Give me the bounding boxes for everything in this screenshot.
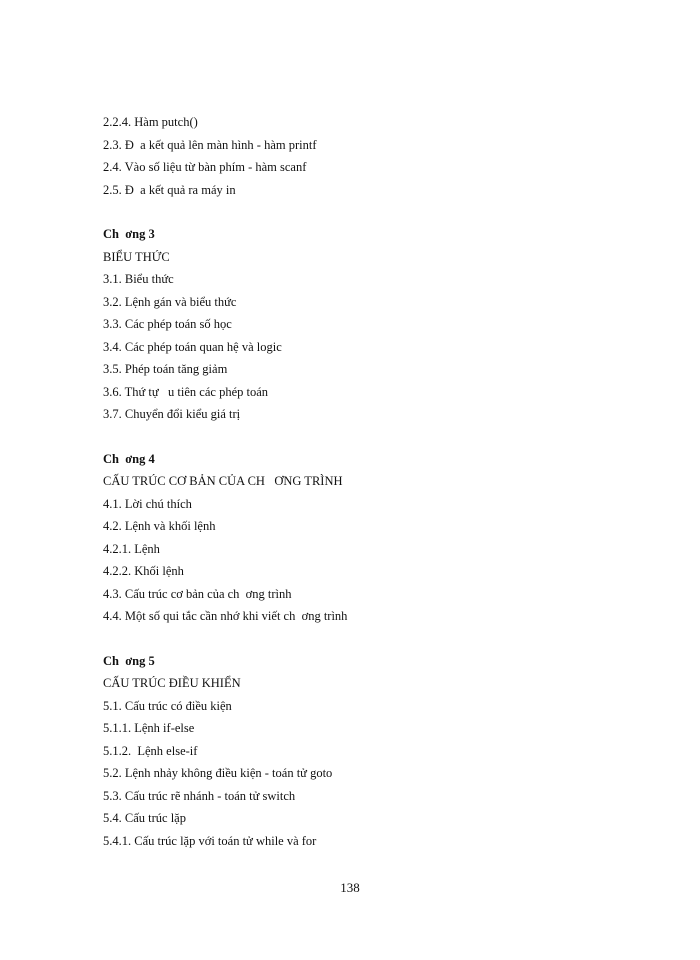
toc-entry: 4.4. Một số qui tắc cần nhớ khi viết ch ơng trình: [103, 609, 348, 623]
chapter-5-title: Ch ơng 5: [103, 653, 155, 668]
chapter-4-title: Ch ơng 4: [103, 451, 155, 466]
toc-entry: 3.2. Lệnh gán và biểu thức: [103, 294, 237, 309]
toc-entry: 3.5. Phép toán tăng giảm: [103, 362, 228, 376]
toc-entry: 5.3. Cấu trúc rẽ nhánh - toán tử switch: [103, 788, 296, 803]
chapter-3-title: Ch ơng 3: [103, 227, 155, 241]
toc-entry: 2.5. Đ a kết quả ra máy in: [103, 182, 236, 197]
toc-entry: 5.4. Cấu trúc lặp: [103, 811, 186, 825]
toc-entry: 4.2. Lệnh và khối lệnh: [103, 519, 216, 533]
toc-entry: 2.2.4. Hàm putch(): [103, 115, 198, 129]
toc-entry: 5.1.2. Lệnh else-if: [103, 743, 198, 758]
toc-entry: 5.1.1. Lệnh if-else: [103, 721, 195, 735]
page-number: 138: [340, 880, 360, 895]
chapter-4-subtitle: CẤU TRÚC CƠ BẢN CỦA CH ƠNG TRÌNH: [103, 474, 343, 488]
section-spacer: [103, 628, 623, 650]
toc-entry: 4.3. Cấu trúc cơ bản của ch ơng trình: [103, 586, 292, 601]
chapter-3-subtitle: BIỂU THỨC: [103, 249, 170, 264]
toc-entry: 3.7. Chuyển đổi kiểu giá trị: [103, 407, 241, 421]
toc-entry: 3.6. Thứ tự u tiên các phép toán: [103, 384, 269, 399]
toc-entry: 5.2. Lệnh nhảy không điều kiện - toán tử goto: [103, 766, 333, 780]
toc-entry: 3.4. Các phép toán quan hệ và logic: [103, 339, 282, 354]
toc-entry: 2.3. Đ a kết quả lên màn hình - hàm printf: [103, 137, 317, 152]
toc-entry: 4.1. Lời chú thích: [103, 496, 192, 511]
toc-entry: 4.2.1. Lệnh: [103, 541, 160, 556]
toc-entry: 5.4.1. Cấu trúc lặp với toán tử while và for: [103, 833, 317, 848]
table-of-contents: [103, 111, 623, 852]
toc-entry: 2.4. Vào số liệu từ bàn phím - hàm scanf: [103, 160, 307, 174]
section-spacer: [103, 426, 623, 448]
chapter-5-subtitle: CẤU TRÚC ĐIỀU KHIỂN: [103, 676, 241, 690]
toc-entry: 3.1. Biểu thức: [103, 272, 174, 286]
toc-entry: 4.2.2. Khối lệnh: [103, 564, 184, 578]
section-spacer: [103, 201, 623, 223]
toc-entry: 3.3. Các phép toán số học: [103, 317, 232, 331]
toc-entry: 5.1. Cấu trúc có điều kiện: [103, 698, 232, 713]
